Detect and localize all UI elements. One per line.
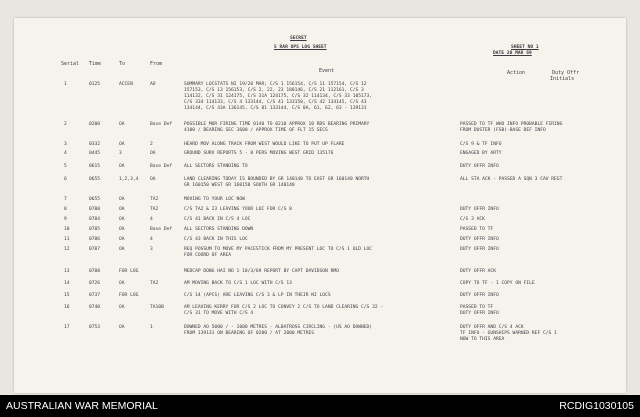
entry-from: 1 bbox=[150, 325, 153, 330]
sheet-number: SHEET NO 1 bbox=[511, 45, 539, 50]
event-text-line: 134144, C/S 43A 136145, C/S 81 133144, C/S 0A, 61, 62, 63 - 139131 bbox=[184, 106, 367, 111]
document-title: 5 RAR OPS LOG SHEET bbox=[274, 45, 327, 50]
event-text-line: C/S 41 BACK IN C/S 4 LOC bbox=[184, 217, 251, 222]
entry-from: 2 bbox=[150, 142, 153, 147]
entry-from: AO bbox=[150, 82, 156, 87]
action-text-line: C/S 3 ACK bbox=[460, 217, 485, 222]
entry-time: 0704 bbox=[89, 217, 101, 222]
action-text-line: TF INFO - GUNSHIPS WARNED REF C/S 1 bbox=[460, 331, 557, 336]
event-text-line: C/S 334 114133, C/S 4 133144, C/S 41 133150, C/S 42 134145, C/S 43 bbox=[184, 100, 367, 105]
serial-number: 13 bbox=[64, 269, 70, 274]
entry-time: 0705 bbox=[89, 227, 101, 232]
entry-to: OA bbox=[119, 207, 125, 212]
entry-from: OA bbox=[150, 151, 156, 156]
entry-to: OA bbox=[119, 164, 125, 169]
entry-time: 0445 bbox=[89, 151, 101, 156]
action-text-line: COPY TO TF - 1 COPY ON FILE bbox=[460, 281, 535, 286]
entry-from: Base Def bbox=[150, 122, 173, 127]
entry-to: OA bbox=[119, 142, 125, 147]
entry-to: OA bbox=[119, 281, 125, 286]
entry-time: 0726 bbox=[89, 281, 101, 286]
entry-from: OA bbox=[150, 177, 156, 182]
event-text-line: 114132, C/S 31 124175, C/S 31A 124175, C/S 32 114134, C/S 33 105173, bbox=[184, 94, 373, 99]
action-text-line: ENGAGED BY ARTY bbox=[460, 151, 502, 156]
sheet-date: DATE 20 MAR 69 bbox=[493, 51, 532, 56]
column-header-to: To bbox=[119, 61, 126, 67]
entry-time: 0700 bbox=[89, 207, 101, 212]
action-text-line: DUTY OFFR INFO bbox=[460, 207, 499, 212]
serial-number: 10 bbox=[64, 227, 70, 232]
entry-from: Base Def bbox=[150, 164, 173, 169]
event-text-line: AM MOVING BACK TO C/S 1 LOC WITH C/S 13 bbox=[184, 281, 292, 286]
serial-number: 16 bbox=[64, 305, 70, 310]
entry-from: TA2 bbox=[150, 197, 159, 202]
action-text-line: DUTY OFFR ACK bbox=[460, 269, 496, 274]
event-text-line: 4100 / BEARING SEC 3600 / APPROX TIME OF FLT 15 SECS bbox=[184, 128, 328, 133]
event-text-line: ALL SECTORS STANDING TO bbox=[184, 164, 248, 169]
entry-time: 0740 bbox=[89, 305, 101, 310]
entry-time: 0737 bbox=[89, 293, 101, 298]
serial-number: 12 bbox=[64, 247, 70, 252]
action-text-line: DUTY OFFR INFO bbox=[460, 293, 499, 298]
archive-footer bbox=[0, 395, 640, 417]
column-header-event: Event bbox=[319, 68, 335, 74]
event-text-line: C/S 14 (APCS) ARE LEAVING C/S 3 & LP IN THEIR NI LOCS bbox=[184, 293, 331, 298]
archive-name: AUSTRALIAN WAR MEMORIAL bbox=[6, 400, 158, 412]
entry-to: OA bbox=[119, 237, 125, 242]
event-text-line: FOR COORD OF AREA bbox=[184, 253, 232, 258]
entry-to: OA bbox=[119, 217, 125, 222]
column-header-from: From bbox=[150, 61, 163, 67]
action-text-line: DUTY OFFR INFO bbox=[460, 247, 499, 252]
event-text-line: C/S 43 BACK IN THIS LOC bbox=[184, 237, 248, 242]
entry-time: 0200 bbox=[89, 122, 101, 127]
entry-from: 4 bbox=[150, 217, 153, 222]
entry-to: OA bbox=[119, 197, 125, 202]
action-text-line: ALL STA ACK - PASSED A SQN 3 CAV REGT bbox=[460, 177, 563, 182]
serial-number: 17 bbox=[64, 325, 70, 330]
serial-number: 15 bbox=[64, 293, 70, 298]
entry-from: 4 bbox=[150, 237, 153, 242]
entry-from: TA10B bbox=[150, 305, 164, 310]
entry-to: OA bbox=[119, 122, 125, 127]
entry-to: ACCEN bbox=[119, 82, 133, 87]
event-text-line: 157153, C/S 13 156153, C/S 2, 22, 23 180146, C/S 21 112161, C/S 3 bbox=[184, 88, 364, 93]
entry-from: Base Def bbox=[150, 227, 173, 232]
serial-number: 7 bbox=[64, 197, 67, 202]
action-text-line: C/S 9 & TF INFO bbox=[460, 142, 502, 147]
action-text-line: DUTY OFFR INFO bbox=[460, 164, 499, 169]
entry-time: 0615 bbox=[89, 164, 101, 169]
action-text-line: NOW TO THIS AREA bbox=[460, 337, 505, 342]
entry-time: 0753 bbox=[89, 325, 101, 330]
column-header-duty-offr: Duty Offr bbox=[552, 70, 580, 76]
action-text-line: DUTY OFFR INFO bbox=[460, 311, 499, 316]
serial-number: 14 bbox=[64, 281, 70, 286]
entry-time: 0125 bbox=[89, 82, 101, 87]
entry-to: OA bbox=[119, 247, 125, 252]
serial-number: 4 bbox=[64, 151, 67, 156]
serial-number: 5 bbox=[64, 164, 67, 169]
event-text-line: LAND CLEARING TODAY IS BOUNDED BY GR 140140 TO EAST GR 160140 NORTH bbox=[184, 177, 370, 182]
serial-number: 3 bbox=[64, 142, 67, 147]
serial-number: 9 bbox=[64, 217, 67, 222]
event-text-line: FROM 139131 ON BEARING OF 0200 / AT 2000 METRES bbox=[184, 331, 314, 336]
event-text-line: POSSIBLE MOR FIRING TIME 0140 TO 0210 APPROX 10 RDS BEARING PRIMARY bbox=[184, 122, 370, 127]
event-text-line: HEARD MOV ALONG TRACK FROM WEST WOULD LIKE TO PUT UP FLARE bbox=[184, 142, 345, 147]
log-sheet bbox=[14, 18, 626, 393]
event-text-line: SUMMARY LOCSTATS NI 19/20 MAR; C/S 1 156154, C/S 11 157154, C/S 12 bbox=[184, 82, 367, 87]
action-text-line: DUTY OFFR INFO bbox=[460, 237, 499, 242]
action-text-line: DUTY OFFR AND C/S 4 ACK bbox=[460, 325, 524, 330]
event-text-line: MOVING TO YOUR LOC NOW bbox=[184, 197, 245, 202]
entry-to: OA bbox=[119, 325, 125, 330]
column-header-initials: Initials bbox=[550, 76, 575, 82]
event-text-line: DOWNED AO 5000 / - 1000 METRES - ALBATROSS CIRCLING - (US AO DOWNED) bbox=[184, 325, 373, 330]
action-text-line: PASSED TO TF bbox=[460, 305, 494, 310]
event-text-line: AM LEAVING KERRY FOR C/S 2 LOC TO CONVEY 2 C/S TO LAND CLEARING C/S 32 - bbox=[184, 305, 384, 310]
entry-to: FOR LOG bbox=[119, 269, 139, 274]
action-text-line: PASSED TO TF WHO INFO PROBABLE FIRING bbox=[460, 122, 563, 127]
entry-to: 3 bbox=[119, 151, 122, 156]
event-text-line: MEDCAP DONG HAI NO 1 18/3/69 REPORT BY CAPT DAVIDSON RMO bbox=[184, 269, 339, 274]
entry-to: 1,2,3,4 bbox=[119, 177, 139, 182]
entry-to: OA bbox=[119, 305, 125, 310]
event-text-line: ALL SECTORS STANDING DOWN bbox=[184, 227, 254, 232]
event-text-line: C/S 31 TO MOVE WITH C/S 4 bbox=[184, 311, 254, 316]
event-text-line: REQ POSSUM TO MOVE MY PACESTICK FROM MY PRESENT LOC TO C/S 1 OLD LOC bbox=[184, 247, 373, 252]
action-text-line: FROM DUSTER (FSB)-BASE DEF INFO bbox=[460, 128, 546, 133]
serial-number: 8 bbox=[64, 207, 67, 212]
column-header-time: Time bbox=[89, 61, 102, 67]
entry-to: FOR LOG bbox=[119, 293, 139, 298]
serial-number: 6 bbox=[64, 177, 67, 182]
entry-time: 0332 bbox=[89, 142, 101, 147]
entry-time: 0707 bbox=[89, 247, 101, 252]
entry-time: 0706 bbox=[89, 237, 101, 242]
serial-number: 2 bbox=[64, 122, 67, 127]
serial-number: 11 bbox=[64, 237, 70, 242]
event-text-line: GR 160150 WEST GR 160150 SOUTH GR 140140 bbox=[184, 183, 295, 188]
entry-time: 0708 bbox=[89, 269, 101, 274]
entry-from: 3 bbox=[150, 247, 153, 252]
entry-to: OA bbox=[119, 227, 125, 232]
classification-marking: SECRET bbox=[290, 36, 307, 41]
archive-reference: RCDIG1030105 bbox=[559, 400, 634, 412]
entry-from: TA2 bbox=[150, 207, 159, 212]
entry-time: 0655 bbox=[89, 197, 101, 202]
entry-from: TA2 bbox=[150, 281, 159, 286]
column-header-action: Action bbox=[507, 70, 526, 76]
column-header-serial: Serial bbox=[61, 61, 80, 67]
serial-number: 1 bbox=[64, 82, 67, 87]
event-text-line: GROUND SURV REPORTS 5 - 8 PERS MOVING WEST GRID 135176 bbox=[184, 151, 334, 156]
event-text-line: C/S TA2 & 23 LEAVING YOUR LOC FOR C/S 8 bbox=[184, 207, 292, 212]
entry-time: 0655 bbox=[89, 177, 101, 182]
action-text-line: PASSED TO TF bbox=[460, 227, 494, 232]
